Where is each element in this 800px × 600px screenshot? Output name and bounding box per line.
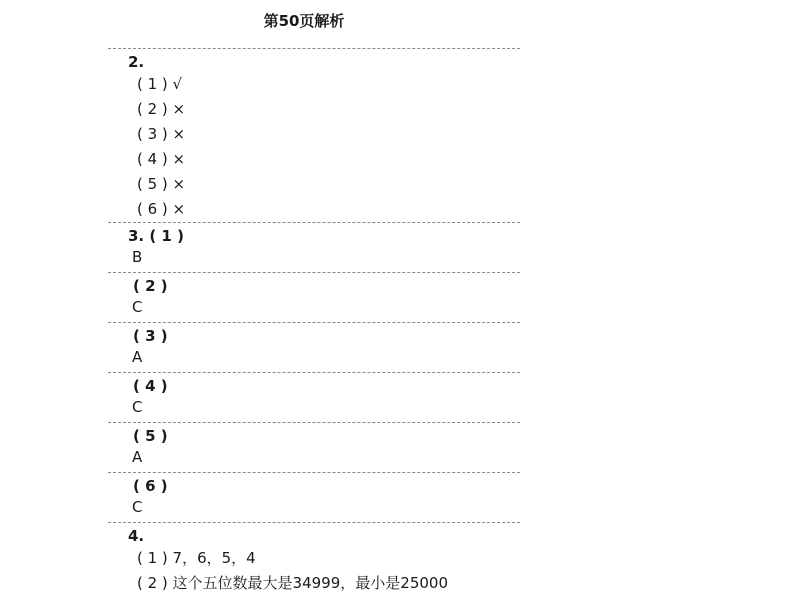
question-2-answer-3: ( 3 ) ×: [137, 125, 186, 143]
question-2-label: 2.: [128, 53, 145, 71]
question-3-part-1-answer: B: [132, 248, 143, 266]
question-2-answer-5: ( 5 ) ×: [137, 175, 186, 193]
question-4-label: 4.: [128, 527, 145, 545]
question-2-answer-4: ( 4 ) ×: [137, 150, 186, 168]
question-3-part-6-label: ( 6 ): [133, 477, 168, 495]
question-3-part-5-answer: A: [132, 448, 143, 466]
question-3-part-3-section: [108, 322, 520, 368]
question-3-part-4-section: [108, 372, 520, 418]
question-3-part-6-answer: C: [132, 498, 143, 516]
question-4-answer-1: ( 1 ) 7，6，5，4: [137, 549, 256, 567]
answer-content: [108, 48, 520, 596]
question-3-part-5-section: [108, 422, 520, 468]
question-2-section: [108, 48, 520, 222]
question-3-part-5-label: ( 5 ): [133, 427, 168, 445]
question-3-part-1-label: 3. ( 1 ): [128, 227, 184, 245]
question-4-section: [108, 522, 520, 596]
page-title: 第50页解析: [263, 12, 345, 30]
question-3-part-3-answer: A: [132, 348, 143, 366]
question-2-answer-6: ( 6 ) ×: [137, 200, 186, 218]
question-3-part-2-label: ( 2 ): [133, 277, 168, 295]
question-3-part-4-answer: C: [132, 398, 143, 416]
question-3-part-4-label: ( 4 ): [133, 377, 168, 395]
question-2-answer-2: ( 2 ) ×: [137, 100, 186, 118]
question-4-answer-2: ( 2 ) 这个五位数最大是34999，最小是25000: [137, 574, 448, 592]
question-3-part-2-section: [108, 272, 520, 318]
question-3-part-1-section: [108, 222, 520, 268]
question-3-part-2-answer: C: [132, 298, 143, 316]
question-3-part-6-section: [108, 472, 520, 518]
question-2-answer-1: ( 1 ) √: [137, 75, 183, 93]
question-3-part-3-label: ( 3 ): [133, 327, 168, 345]
